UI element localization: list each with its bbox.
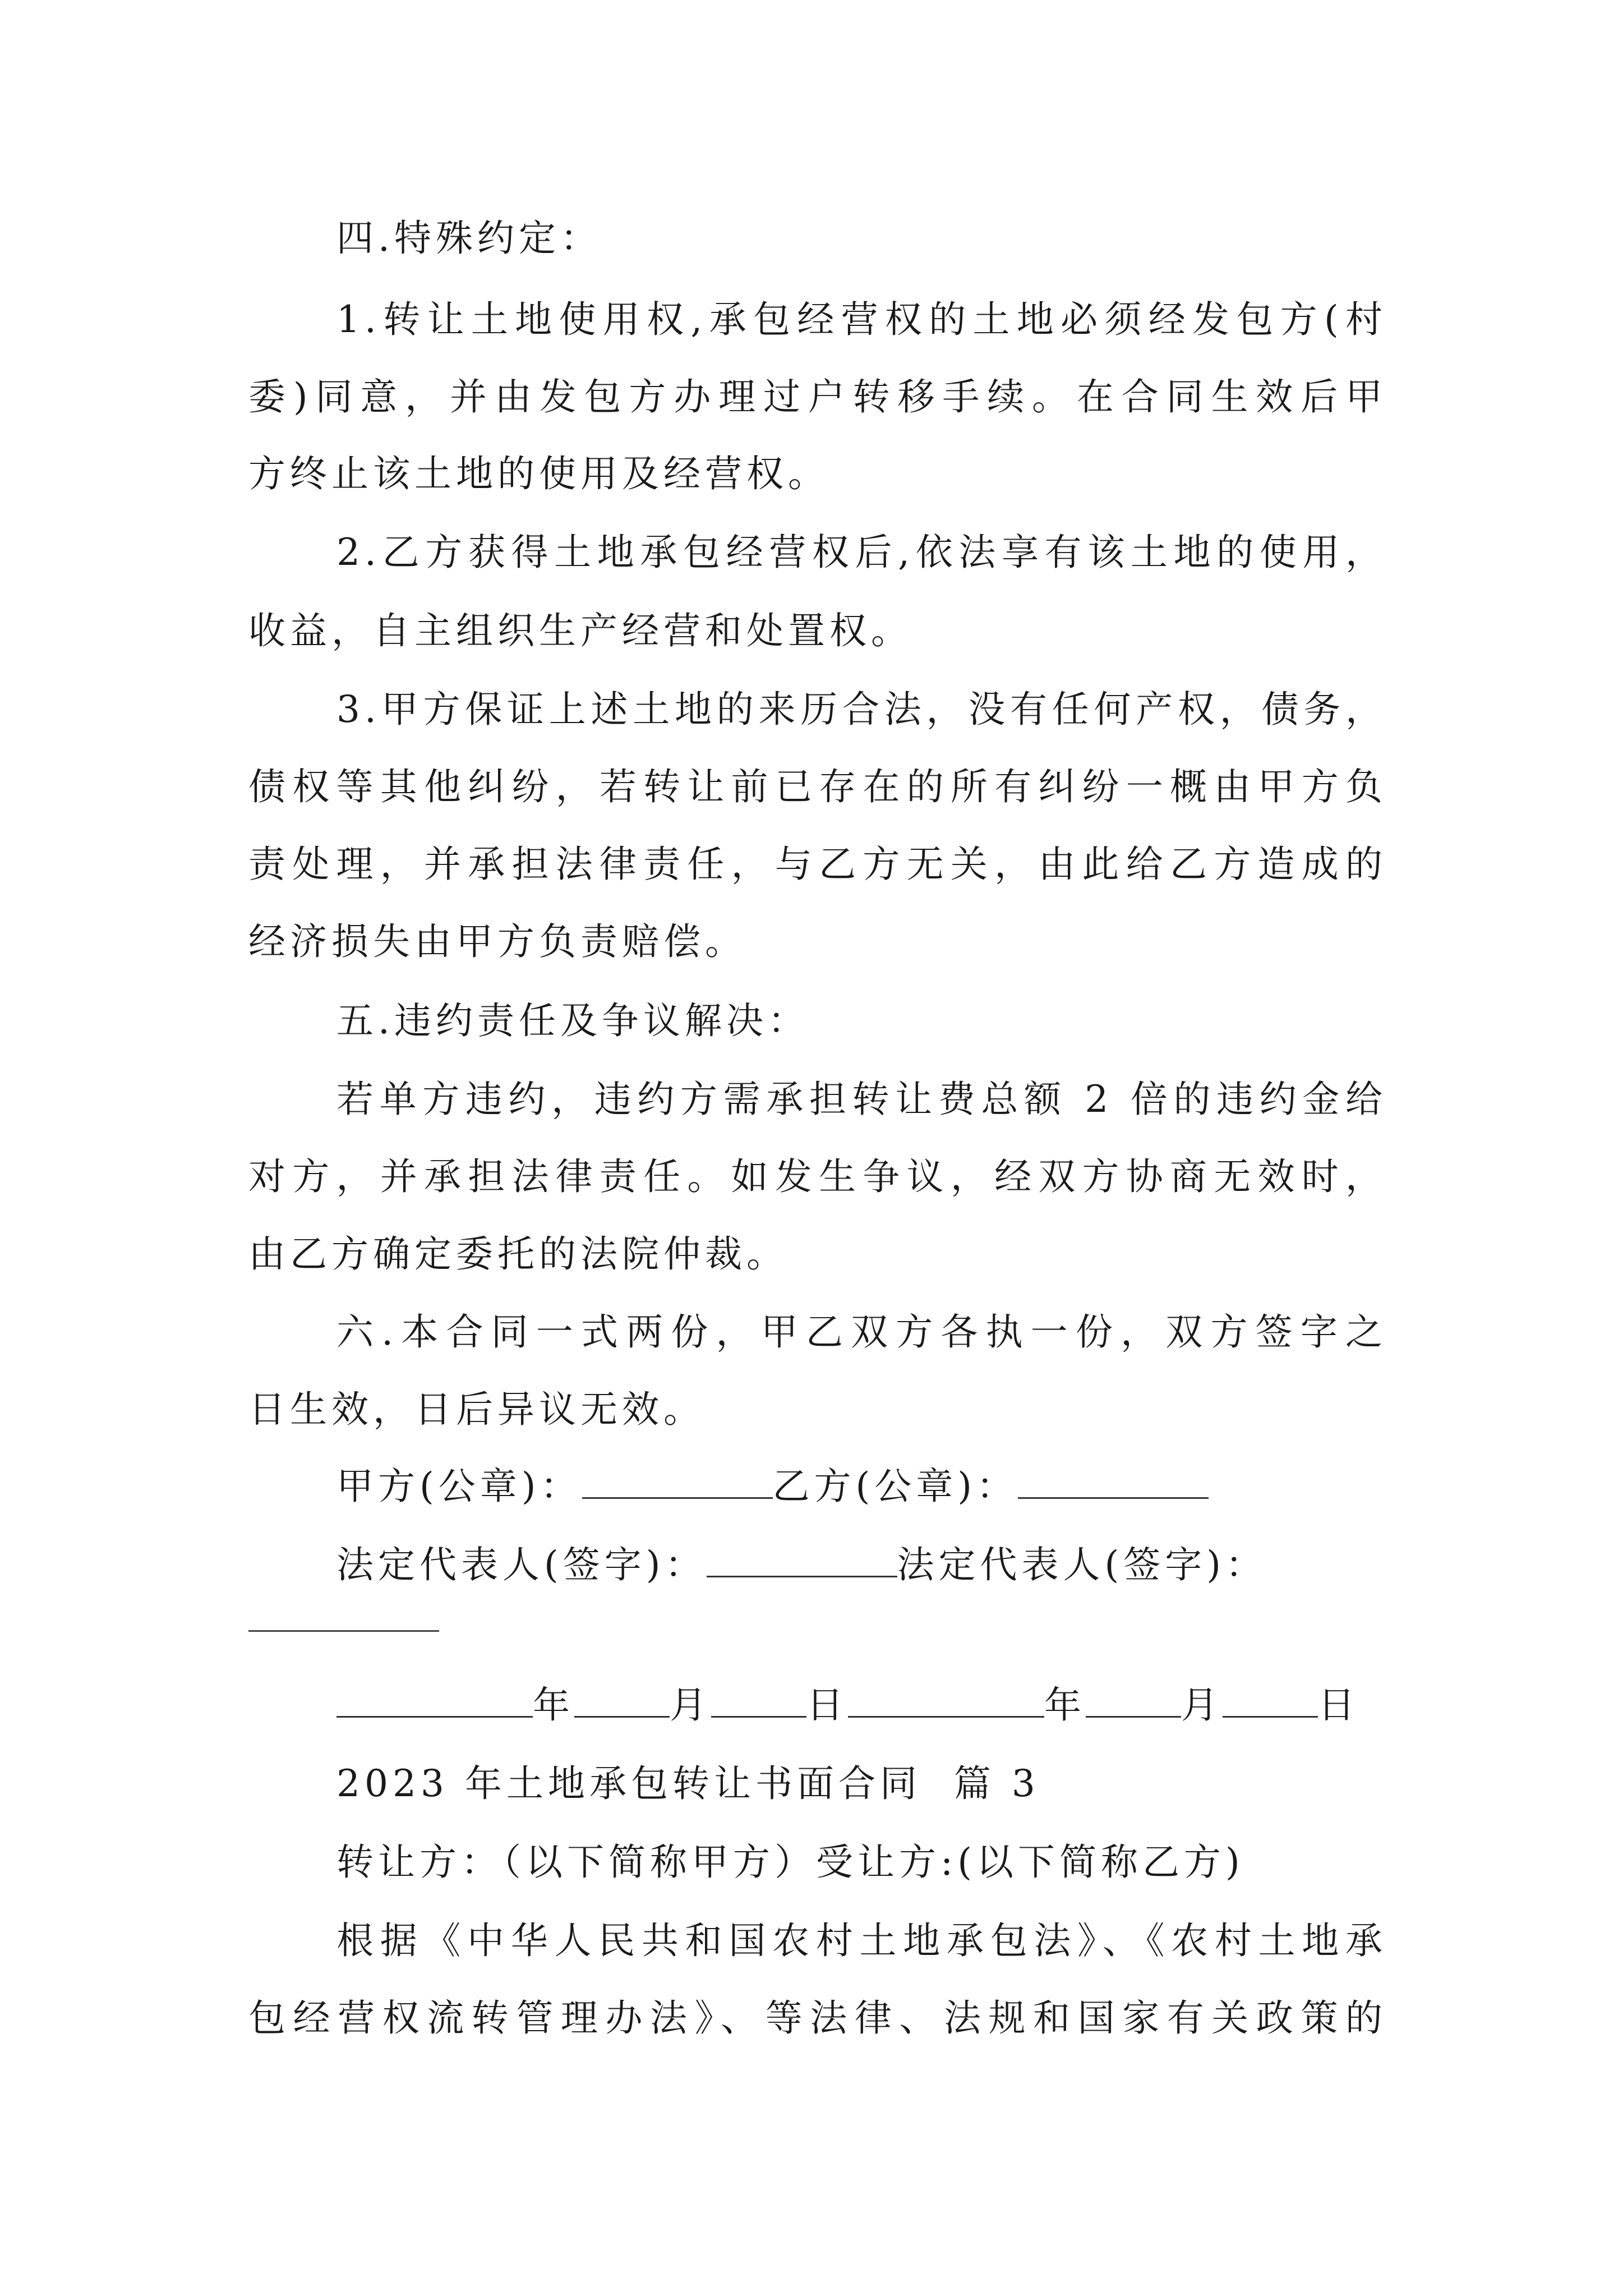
party-a-rep-label: 法定代表人(签字)： (336, 1543, 707, 1586)
representative-line-content (336, 1537, 1267, 1593)
party-a-seal-label: 甲方(公章)： (336, 1465, 582, 1508)
date-a-day-blank (711, 1680, 806, 1718)
party-a-seal-blank (582, 1461, 773, 1499)
date-a-day: 日 (806, 1683, 848, 1727)
party-b-rep-blank (248, 1630, 439, 1632)
date-a-month: 月 (670, 1683, 711, 1727)
party-b-seal-blank (1018, 1461, 1209, 1499)
date-b-month-blank (1086, 1680, 1181, 1718)
date-b-day-blank (1223, 1680, 1318, 1718)
date-b-day: 日 (1318, 1683, 1359, 1727)
date-a-year: 年 (533, 1683, 574, 1727)
party-a-rep-blank (707, 1540, 897, 1577)
date-line-content (336, 1677, 1359, 1733)
document-page: 四.特殊约定： 1.转让土地使用权,承包经营权的土地必须经发包方(村 委)同意，并由发包方办理过户转移手续。在合同生效后甲 方终止该土地的使用及经营权。 2.乙方获得土地承包经营权后,依法享有该土地的使用， 收益，自主组织生产经营和处置权。 3.甲方保证上述土地的来历合法，没有任何产权，债务， 债权等其他纠纷，若转让前已存在的所有纠纷一概由甲方负 责处理，并承担法律责任，与乙方无关，由此给乙方造成的 经济损失由甲方负责赔偿。 五.违约责任及争议解决： 若单方违约，违约方需承担转让费总额 2 倍的违约金给 对方，并承担法律责任。如发生争议，经双方协商无效时， 由乙方确定委托的法院仲裁。 六.本合同一式两份，甲乙双方各执一份，双方签字之 日生效，日后异议无效。 甲方(公章)： 乙方(公章)： 法定代表人(签字)： 法定代表人(签字)： 年 月 日 年 月 日 2023 年土地承包转让书面合同 篇 3 转让方：（以下简称甲方）受让方:(以下简称乙方) 根据《中华人民共和国农村土地承包法》、《农村土地承 包经营权流转管理办法》、等法律、法规和国家有关政策的 (248, 217, 1387, 2040)
date-a-year-blank (336, 1680, 533, 1718)
date-b-year: 年 (1044, 1683, 1086, 1727)
party-b-rep-label: 法定代表人(签字)： (897, 1543, 1267, 1586)
party-b-seal-label: 乙方(公章)： (772, 1465, 1018, 1508)
date-b-month: 月 (1181, 1683, 1223, 1727)
date-a-month-blank (574, 1680, 670, 1718)
date-b-year-blank (848, 1680, 1044, 1718)
seal-line-content (336, 1458, 1209, 1515)
